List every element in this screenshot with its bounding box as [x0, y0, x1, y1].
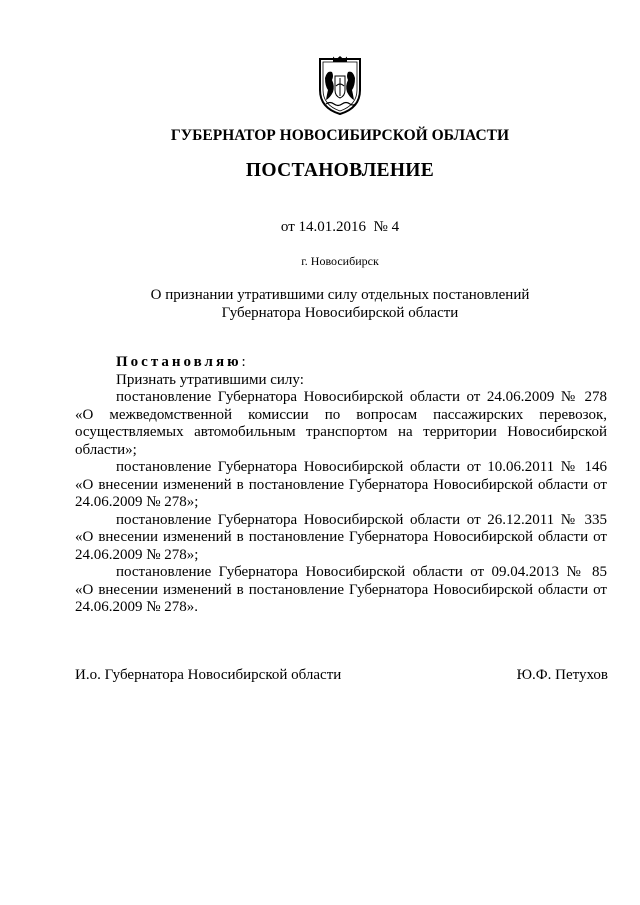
document-body	[75, 354, 607, 617]
repealed-item-1-title: «О межведомственной комиссии по вопросам пассажирских перевозок, осуществляемых автомобильным транспортом на территории Новосибирской области»;	[75, 406, 607, 458]
issuing-authority: ГУБЕРНАТОР НОВОСИБИРСКОЙ ОБЛАСТИ	[170, 127, 510, 144]
intro-line: Признать утратившими силу:	[116, 371, 304, 388]
repealed-item-3-title: «О внесении изменений в постановление Губернатора Новосибирской области от 24.06.2009 № 278»;	[75, 529, 607, 563]
subject-line-2: Губернатора Новосибирской области	[221, 304, 459, 321]
resolve-line	[75, 354, 607, 372]
document-number: 4	[391, 219, 400, 235]
number-label: №	[373, 219, 388, 235]
novosibirsk-coat-of-arms-icon	[315, 56, 365, 116]
signatory-name: Ю.Ф. Петухов	[516, 667, 608, 683]
subject-line-1: О признании утратившими силу отдельных постановлений	[150, 287, 530, 303]
repealed-item-1-lead: постановление Губернатора Новосибирской области от 24.06.2009 № 278	[116, 389, 607, 405]
document-type-title: ПОСТАНОВЛЕНИЕ	[245, 160, 435, 181]
resolve-colon: :	[241, 354, 246, 370]
date-prefix: от	[280, 219, 295, 235]
repealed-item-2-lead: постановление Губернатора Новосибирской области от 10.06.2011 № 146	[116, 459, 607, 475]
repealed-item-4-lead: постановление Губернатора Новосибирской области от 09.04.2013 № 85	[116, 564, 607, 580]
repealed-item-3-lead: постановление Губернатора Новосибирской области от 26.12.2011 № 335	[116, 511, 607, 528]
city-line: г. Новосибирск	[301, 254, 379, 268]
date-number-line	[0, 219, 640, 236]
repealed-item-4-title: «О внесении изменений в постановление Губернатора Новосибирской области от 24.06.2009 № 278».	[75, 581, 607, 615]
document-date: 14.01.2016	[298, 219, 367, 235]
document-subject	[0, 287, 640, 322]
repealed-item-2-title: «О внесении изменений в постановление Губернатора Новосибирской области от 24.06.2009 № 278»;	[75, 476, 607, 510]
signatory-position: И.о. Губернатора Новосибирской области	[75, 667, 342, 683]
resolve-word: Постановляю	[116, 354, 242, 370]
